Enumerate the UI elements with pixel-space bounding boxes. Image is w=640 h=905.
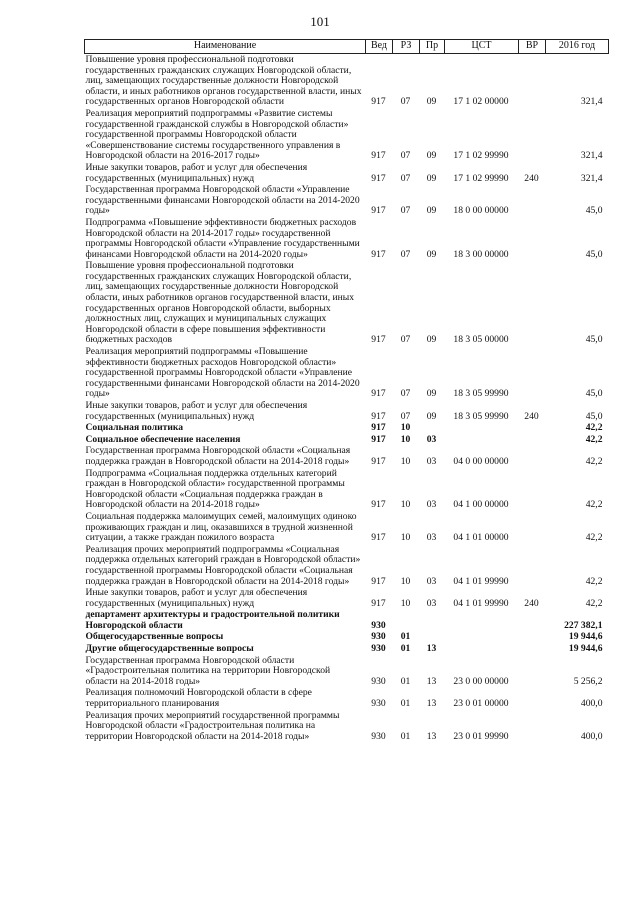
page-number: 101: [310, 14, 330, 29]
row-ved-cell: 917: [371, 334, 386, 346]
row-name-cell: Реализация прочих мероприятий подпрограммы «Социальная поддержка отдельных категорий граждан в Новгородской области» государственной программы Новгородской области «Социальная поддержка граждан в Новгородской области на 2014-2018 годы»: [85, 543, 361, 587]
row-ved-cell: 917: [371, 205, 386, 217]
row-rz-cell: 07: [400, 172, 411, 184]
row-rz-cell: 07: [400, 150, 411, 162]
table-body: [85, 54, 609, 743]
row-vr-cell: 240: [524, 597, 539, 609]
budget-table: [84, 39, 609, 742]
table-row: [85, 631, 609, 643]
row-pr-cell: 09: [426, 248, 437, 260]
row-name-cell: Иные закупки товаров, работ и услуг для обеспечения государственных (муниципальных) нужд: [85, 161, 308, 184]
row-ved-cell: 917: [371, 455, 386, 467]
row-pr-cell: 13: [426, 730, 437, 742]
row-cst-cell: [445, 631, 519, 643]
row-rz-cell: 07: [400, 388, 411, 400]
row-vr-cell: [519, 710, 546, 743]
row-rz-cell: 07: [400, 96, 411, 108]
row-vr-cell: [519, 609, 546, 631]
row-vr-cell: [519, 631, 546, 643]
row-pr-cell: 03: [426, 499, 437, 511]
row-pr-cell: 03: [426, 455, 437, 467]
row-ved-cell: 930: [371, 698, 386, 710]
table-row: [85, 511, 609, 544]
row-vr-cell: [519, 655, 546, 688]
row-pr-cell: 13: [426, 643, 437, 655]
row-rz-cell: 10: [400, 499, 411, 511]
row-ved-cell: 930: [371, 643, 386, 655]
row-vr-cell: [519, 468, 546, 511]
table-row: [85, 346, 609, 400]
row-pr-cell: [420, 631, 445, 643]
table-row: [85, 655, 609, 688]
row-cst-cell: 23 0 01 99990: [453, 730, 509, 742]
row-rz-cell: 01: [400, 698, 411, 710]
row-amount-cell: 45,0: [585, 410, 603, 422]
row-name-cell: Реализация мероприятий подпрограммы «Повышение эффективности бюджетных расходов Новгородской области» государственной программы Новгородской области «Управление государственными финансами Новгородской области на 2014-2020 годы»: [85, 346, 360, 400]
row-amount-cell: 42,2: [585, 499, 603, 511]
row-vr-cell: [519, 422, 546, 434]
row-ved-cell: 917: [371, 172, 386, 184]
row-cst-cell: 23 0 01 00000: [453, 698, 509, 710]
row-pr-cell: 03: [426, 532, 437, 544]
row-rz-cell: 01: [400, 643, 411, 655]
table-row: [85, 54, 609, 108]
row-pr-cell: 03: [426, 433, 437, 445]
row-rz-cell: [393, 609, 420, 631]
row-name-cell: Государственная программа Новгородской области «Управление государственными финансами Новгородской области на 2014-2020 годы»: [85, 184, 360, 217]
row-vr-cell: 240: [524, 410, 539, 422]
row-ved-cell: 917: [371, 388, 386, 400]
row-cst-cell: 04 1 00 00000: [453, 499, 509, 511]
row-ved-cell: 917: [371, 575, 386, 587]
row-vr-cell: [519, 217, 546, 260]
row-rz-cell: 07: [400, 248, 411, 260]
table-row: [85, 710, 609, 743]
row-vr-cell: [519, 434, 546, 446]
row-amount-cell: 5 256,2: [573, 675, 603, 687]
row-ved-cell: 917: [371, 248, 386, 260]
row-pr-cell: 09: [426, 410, 437, 422]
table-row: [85, 687, 609, 709]
row-cst-cell: 04 1 01 99990: [453, 597, 509, 609]
row-amount-cell: 42,2: [585, 532, 603, 544]
row-rz-cell: 10: [400, 597, 411, 609]
row-vr-cell: [519, 643, 546, 655]
row-name-cell: Повышение уровня профессиональной подготовки государственных гражданских служащих Новгородской области, лиц, замещающих государственные должности Новгородской области, иных работников органов государственной власти, иных государственных органов Новгородской области, выборных должностных лиц, служащих и муниципальных служащих Новгородской области в сфере повышения эффективности бюджетных расходов: [85, 260, 355, 346]
row-name-cell: Иные закупки товаров, работ и услуг для обеспечения государственных (муниципальных) нужд: [85, 400, 308, 422]
row-pr-cell: 03: [426, 575, 437, 587]
row-cst-cell: 18 3 00 00000: [453, 248, 509, 260]
row-cst-cell: 18 0 00 00000: [453, 205, 509, 217]
row-pr-cell: 09: [426, 172, 437, 184]
row-cst-cell: [445, 609, 519, 631]
row-vr-cell: [519, 511, 546, 544]
row-vr-cell: [519, 184, 546, 217]
row-pr-cell: 03: [426, 597, 437, 609]
table-row: [85, 609, 609, 631]
row-rz-cell: 01: [400, 730, 411, 742]
row-rz-cell: 10: [400, 433, 411, 445]
row-amount-cell: 227 382,1: [564, 619, 603, 631]
row-pr-cell: [420, 609, 445, 631]
row-name-cell: Государственная программа Новгородской области «Социальная поддержка граждан в Новгородской области на 2014-2018 годы»: [85, 445, 351, 467]
column-header-rz: РЗ: [393, 40, 420, 54]
row-amount-cell: 321,4: [580, 172, 603, 184]
row-cst-cell: [445, 422, 519, 434]
table-row: [85, 544, 609, 587]
row-pr-cell: 09: [426, 96, 437, 108]
row-pr-cell: 09: [426, 150, 437, 162]
row-ved-cell: 917: [371, 422, 386, 434]
row-name-cell: Общегосударственные вопросы: [85, 631, 224, 643]
row-name-cell: департамент архитектуры и градостроительной политики Новгородской области: [85, 609, 340, 631]
column-header-name: Наименование: [85, 40, 366, 54]
row-cst-cell: 04 1 01 00000: [453, 532, 509, 544]
column-header-cst: ЦСТ: [445, 40, 519, 54]
row-amount-cell: 19 944,6: [568, 631, 603, 643]
row-name-cell: Социальная поддержка малоимущих семей, малоимущих одиноко проживающих граждан и лиц, оказавшихся в трудной жизненной ситуации, а также граждан пожилого возраста: [85, 510, 357, 544]
row-cst-cell: 04 1 01 99990: [453, 575, 509, 587]
row-amount-cell: 45,0: [585, 205, 603, 217]
row-ved-cell: 930: [371, 631, 386, 643]
row-amount-cell: 45,0: [585, 248, 603, 260]
row-amount-cell: 45,0: [585, 334, 603, 346]
row-rz-cell: 07: [400, 410, 411, 422]
row-name-cell: Иные закупки товаров, работ и услуг для обеспечения государственных (муниципальных) нужд: [85, 587, 308, 609]
row-rz-cell: 01: [400, 675, 411, 687]
row-vr-cell: [519, 687, 546, 709]
table-row: [85, 184, 609, 217]
row-name-cell: Государственная программа Новгородской области «Градостроительная политика на территории Новгородской области на 2014-2018 годы»: [85, 654, 331, 687]
row-cst-cell: 18 3 05 99990: [453, 410, 509, 422]
row-cst-cell: 04 0 00 00000: [453, 455, 509, 467]
row-vr-cell: [519, 445, 546, 467]
row-amount-cell: 400,0: [580, 730, 603, 742]
row-pr-cell: 13: [426, 675, 437, 687]
row-name-cell: Подпрограмма «Социальная поддержка отдельных категорий граждан в Новгородской области» государственной программы Новгородской области «Социальная поддержка граждан в Новгородской области на 2014-2018 годы»: [85, 467, 345, 511]
table-row: [85, 434, 609, 446]
row-amount-cell: 42,2: [585, 422, 603, 434]
row-amount-cell: 321,4: [580, 150, 603, 162]
row-ved-cell: 930: [371, 730, 386, 742]
table-row: [85, 468, 609, 511]
table-row: [85, 260, 609, 346]
row-cst-cell: [445, 434, 519, 446]
row-ved-cell: 930: [371, 675, 386, 687]
row-name-cell: Реализация мероприятий подпрограммы «Развитие системы государственной гражданской службы в Новгородской области» государственной программы Новгородской области «Совершенствование системы государственного управления в Новгородской области на 2016-2017 годы»: [85, 107, 349, 162]
row-vr-cell: 240: [524, 172, 539, 184]
row-ved-cell: 917: [371, 532, 386, 544]
row-cst-cell: 17 1 02 99990: [453, 172, 509, 184]
row-rz-cell: 10: [400, 422, 411, 434]
row-name-cell: Повышение уровня профессиональной подготовки государственных гражданских служащих Новгородской области, лиц, замещающих государственные должности Новгородской области, и иных работников органов государственной власти, иных государственных органов Новгородской области: [85, 54, 362, 108]
row-ved-cell: 917: [371, 433, 386, 445]
table-row: [85, 108, 609, 162]
row-cst-cell: 18 3 05 00000: [453, 334, 509, 346]
column-header-pr: Пр: [420, 40, 445, 54]
row-ved-cell: 917: [371, 150, 386, 162]
row-ved-cell: 917: [371, 597, 386, 609]
row-amount-cell: 45,0: [585, 388, 603, 400]
row-name-cell: Социальное обеспечение населения: [85, 433, 241, 445]
row-ved-cell: 930: [371, 619, 386, 631]
row-amount-cell: 42,2: [585, 597, 603, 609]
table-row: [85, 162, 609, 184]
row-rz-cell: 07: [400, 205, 411, 217]
row-pr-cell: [420, 422, 445, 434]
row-vr-cell: [519, 544, 546, 587]
row-pr-cell: 09: [426, 334, 437, 346]
row-rz-cell: 10: [400, 575, 411, 587]
table-row: [85, 643, 609, 655]
row-ved-cell: 917: [371, 96, 386, 108]
row-amount-cell: 400,0: [580, 698, 603, 710]
table-row: [85, 422, 609, 434]
row-cst-cell: [445, 643, 519, 655]
row-pr-cell: 09: [426, 388, 437, 400]
row-name-cell: Реализация полномочий Новгородской области в сфере территориального планирования: [85, 687, 312, 710]
row-vr-cell: [519, 54, 546, 108]
row-amount-cell: 42,2: [585, 455, 603, 467]
row-name-cell: Другие общегосударственные вопросы: [85, 643, 254, 655]
row-rz-cell: 07: [400, 334, 411, 346]
row-vr-cell: [519, 260, 546, 346]
row-ved-cell: 917: [371, 410, 386, 422]
column-header-year: 2016 год: [546, 40, 609, 54]
table-row: [85, 217, 609, 260]
row-name-cell: Реализация прочих мероприятий государственной программы Новгородской области «Градостроительная политика на территории Новгородской области на 2014-2018 годы»: [85, 709, 340, 742]
row-pr-cell: 13: [426, 698, 437, 710]
table-row: [85, 400, 609, 422]
row-name-cell: Социальная политика: [85, 422, 184, 434]
table-row: [85, 445, 609, 467]
row-name-cell: Подпрограмма «Повышение эффективности бюджетных расходов Новгородской области на 2014-2017 годы» государственной программы Новгородской области «Управление государственными финансами Новгородской области на 2014-2020 годы»: [85, 216, 360, 260]
table-header-row: [85, 40, 609, 54]
row-ved-cell: 917: [371, 499, 386, 511]
row-vr-cell: [519, 346, 546, 400]
row-amount-cell: 321,4: [580, 96, 603, 108]
row-cst-cell: 17 1 02 99990: [453, 150, 509, 162]
table-row: [85, 587, 609, 609]
row-pr-cell: 09: [426, 205, 437, 217]
row-vr-cell: [519, 108, 546, 162]
row-cst-cell: 17 1 02 00000: [453, 96, 509, 108]
row-rz-cell: 10: [400, 532, 411, 544]
row-amount-cell: 42,2: [585, 433, 603, 445]
row-cst-cell: 23 0 00 00000: [453, 675, 509, 687]
column-header-ved: Вед: [366, 40, 393, 54]
row-rz-cell: 01: [400, 631, 411, 643]
row-amount-cell: 19 944,6: [568, 643, 603, 655]
row-rz-cell: 10: [400, 455, 411, 467]
column-header-vr: ВР: [519, 40, 546, 54]
row-cst-cell: 18 3 05 99990: [453, 388, 509, 400]
row-amount-cell: 42,2: [585, 575, 603, 587]
